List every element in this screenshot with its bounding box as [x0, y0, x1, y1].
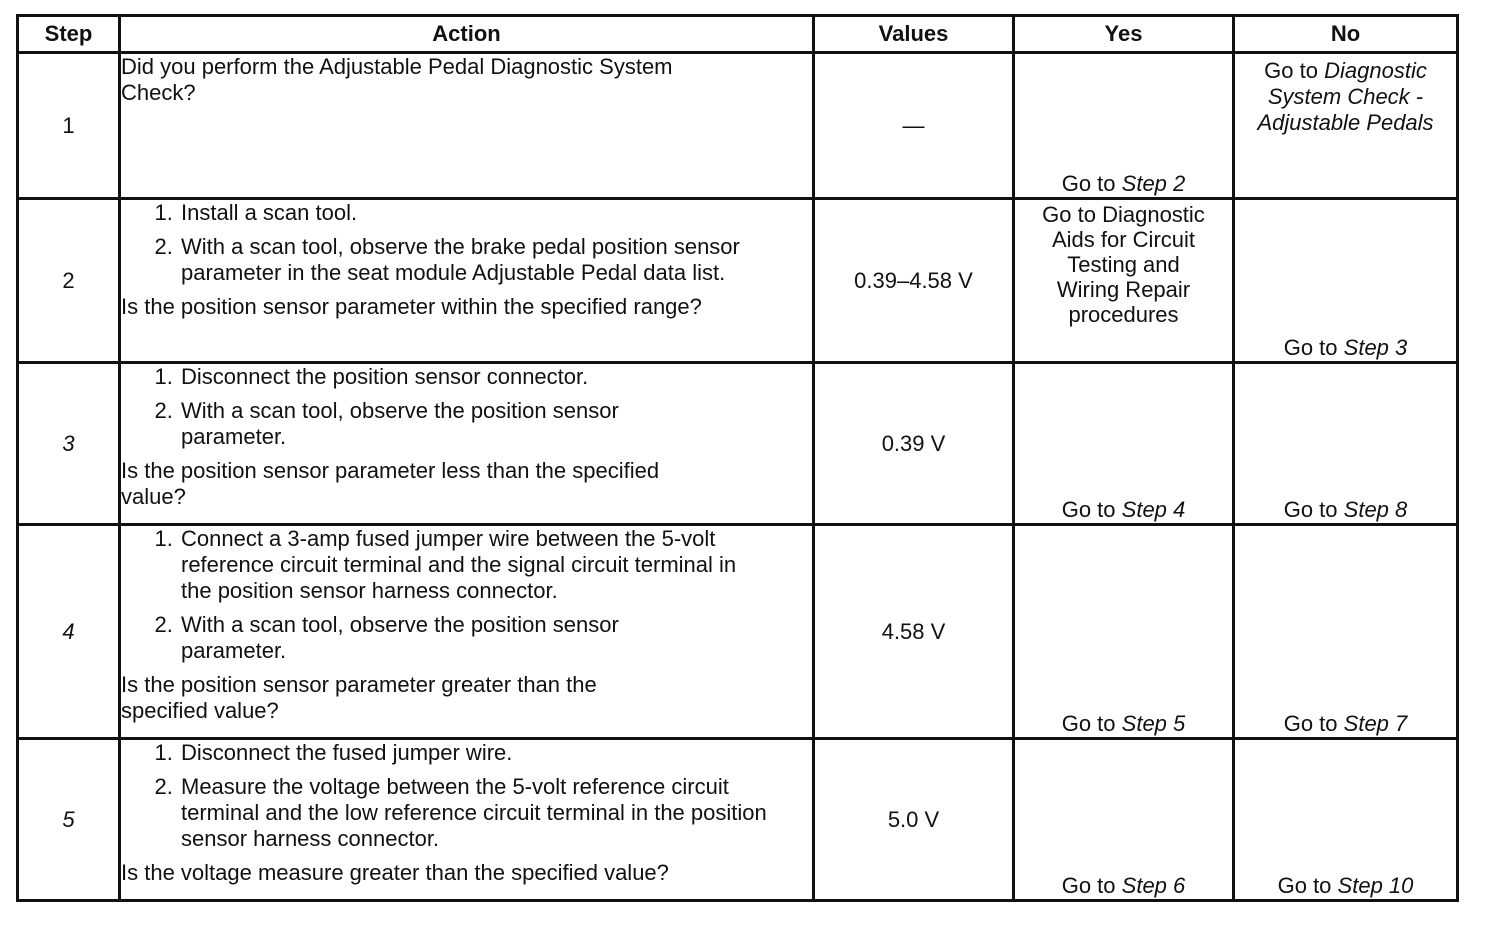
yes-step-link[interactable]: Step 6	[1121, 873, 1186, 898]
no-cell	[1234, 525, 1458, 739]
no-prefix: Go to	[1283, 711, 1338, 736]
action-cell	[120, 739, 814, 901]
yes-prefix: Go to	[1061, 873, 1116, 898]
value-cell: 0.39–4.58 V	[814, 199, 1014, 363]
no-prefix: Go to	[1264, 58, 1318, 83]
no-step-link[interactable]: Step 10	[1337, 873, 1414, 898]
header-values: Values	[814, 16, 1014, 53]
yes-cell	[1014, 363, 1234, 525]
action-cell	[120, 525, 814, 739]
action-step-item: 1. Disconnect the position sensor connector.	[179, 364, 812, 390]
no-step-link[interactable]: Diagnostic System Check - Adjustable Pedals	[1257, 58, 1434, 135]
value-cell: 5.0 V	[814, 739, 1014, 901]
no-cell	[1234, 363, 1458, 525]
action-steps	[121, 200, 812, 286]
no-cell	[1234, 199, 1458, 363]
action-question: Is the voltage measure greater than the specified value?	[121, 860, 669, 885]
step-number: 2	[18, 199, 120, 363]
value-cell: 0.39 V	[814, 363, 1014, 525]
no-step-link[interactable]: Step 8	[1343, 497, 1408, 522]
yes-cell	[1014, 199, 1234, 363]
table-row	[18, 363, 1458, 525]
action-steps	[121, 526, 812, 664]
action-step-item: 1. Connect a 3-amp fused jumper wire between the 5-volt reference circuit terminal and the signal circuit terminal in the position sensor harness connector.	[179, 526, 771, 604]
diagnostic-table	[16, 14, 1459, 902]
action-cell	[120, 199, 814, 363]
action-step-item: 2. With a scan tool, observe the position sensor parameter.	[179, 612, 701, 664]
header-yes: Yes	[1014, 16, 1234, 53]
action-question: Did you perform the Adjustable Pedal Diagnostic System Check?	[121, 54, 673, 105]
step-number: 4	[18, 525, 120, 739]
table-row	[18, 525, 1458, 739]
no-prefix: Go to	[1283, 497, 1338, 522]
action-steps	[121, 364, 812, 450]
yes-prefix: Go to	[1061, 171, 1116, 196]
action-step-item: 1. Install a scan tool.	[179, 200, 812, 226]
no-prefix: Go to	[1277, 873, 1332, 898]
step-number: 3	[18, 363, 120, 525]
action-cell	[120, 53, 814, 199]
action-step-item: 2. With a scan tool, observe the brake pedal position sensor parameter in the seat module Adjustable Pedal data list.	[179, 234, 812, 286]
no-prefix: Go to	[1283, 335, 1338, 360]
action-step-item: 2. With a scan tool, observe the position sensor parameter.	[179, 398, 701, 450]
yes-cell	[1014, 53, 1234, 199]
no-cell	[1234, 53, 1458, 199]
yes-step-link[interactable]: Step 2	[1121, 171, 1186, 196]
action-question: Is the position sensor parameter less than the specified value?	[121, 458, 660, 509]
yes-cell	[1014, 739, 1234, 901]
header-no: No	[1234, 16, 1458, 53]
header-action: Action	[120, 16, 814, 53]
header-step: Step	[18, 16, 120, 53]
value-cell: 4.58 V	[814, 525, 1014, 739]
yes-step-link[interactable]: Step 5	[1121, 711, 1186, 736]
step-number: 5	[18, 739, 120, 901]
action-question: Is the position sensor parameter within the specified range?	[121, 294, 702, 319]
no-cell	[1234, 739, 1458, 901]
header-row	[18, 16, 1458, 53]
action-cell	[120, 363, 814, 525]
yes-cell	[1014, 525, 1234, 739]
table-row	[18, 199, 1458, 363]
action-question: Is the position sensor parameter greater than the specified value?	[121, 672, 597, 723]
yes-prefix: Go to	[1061, 711, 1116, 736]
no-step-link[interactable]: Step 7	[1343, 711, 1408, 736]
table-row	[18, 53, 1458, 199]
action-steps	[121, 740, 812, 852]
no-step-link[interactable]: Step 3	[1343, 335, 1408, 360]
yes-prefix: Go to	[1061, 497, 1116, 522]
yes-procedure-link[interactable]: Go to Diagnostic Aids for Circuit Testing and Wiring Repair procedures	[1042, 202, 1205, 327]
yes-step-link[interactable]: Step 4	[1121, 497, 1186, 522]
step-number: 1	[18, 53, 120, 199]
value-cell: —	[814, 53, 1014, 199]
table-row	[18, 739, 1458, 901]
action-step-item: 2. Measure the voltage between the 5-volt reference circuit terminal and the low reference circuit terminal in the position sensor harness connector.	[179, 774, 796, 852]
action-step-item: 1. Disconnect the fused jumper wire.	[179, 740, 812, 766]
